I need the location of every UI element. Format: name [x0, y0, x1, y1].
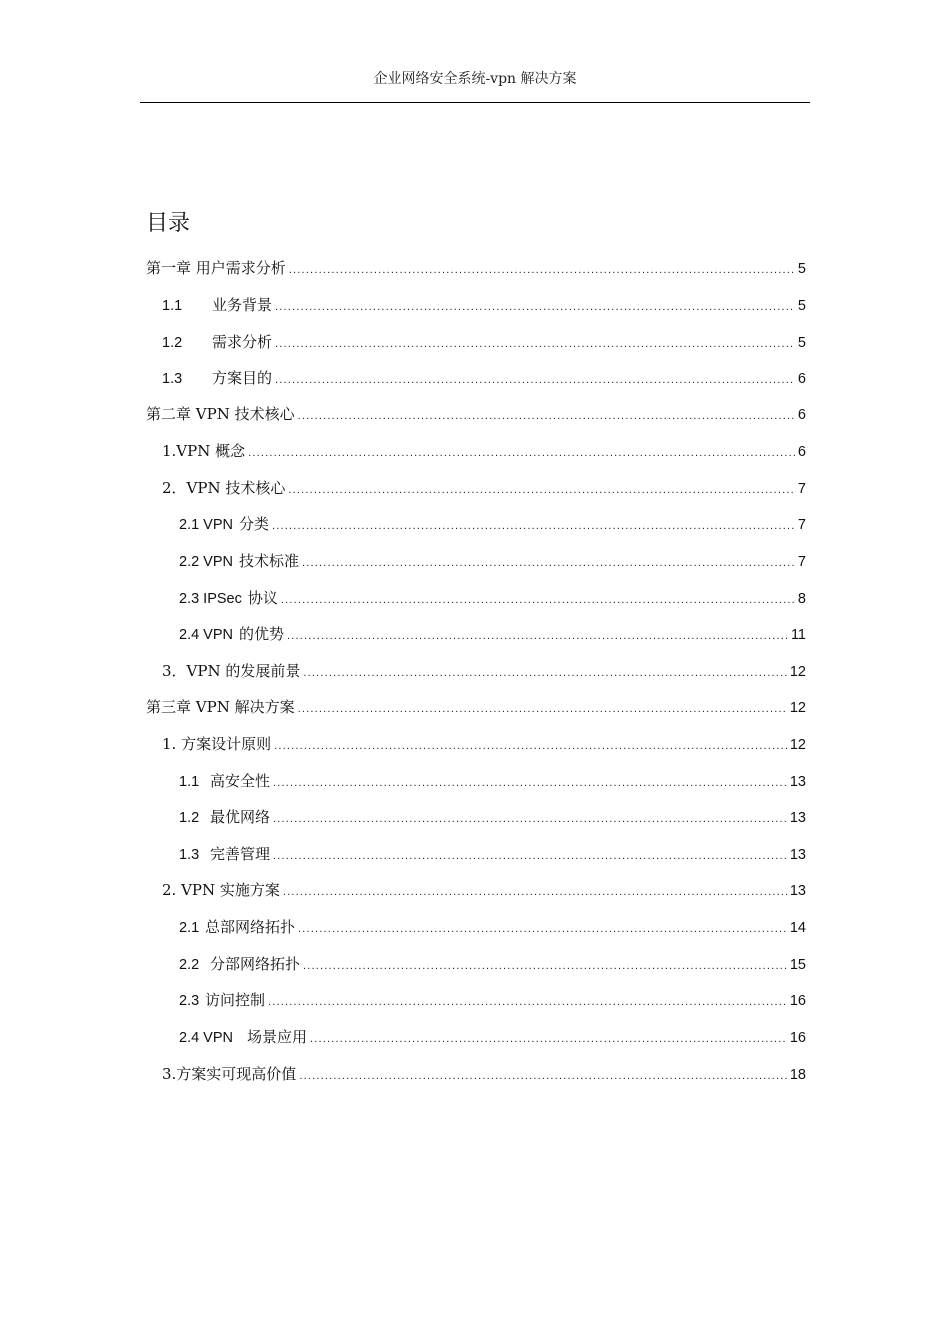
- toc-page-number: 12: [789, 700, 806, 716]
- toc-dot-leader: [248, 443, 795, 463]
- toc-entry-label: 访问控制: [205, 991, 266, 1009]
- toc-entry-3-2-1[interactable]: [179, 917, 806, 937]
- toc-entry-number: 2.4 VPN: [179, 1030, 233, 1046]
- toc-entry-1-2[interactable]: [162, 332, 806, 352]
- toc-dot-leader: [303, 663, 786, 683]
- toc-page-number: 7: [797, 517, 806, 533]
- toc-entry-2-1[interactable]: [179, 514, 806, 534]
- toc-entry-number: 2.3 IPSec: [179, 591, 242, 607]
- toc-dot-leader: [303, 956, 787, 976]
- toc-entry-number: 1.2: [162, 335, 183, 351]
- toc-dot-leader: [299, 1066, 787, 1086]
- toc-entry-label: 3．VPN 的发展前景: [162, 662, 301, 680]
- toc-entry-2-2[interactable]: [179, 551, 806, 571]
- toc-entry-chapter-3[interactable]: [146, 697, 806, 717]
- toc-page-number: 12: [789, 737, 806, 753]
- toc-page-number: 16: [789, 993, 806, 1009]
- toc-dot-leader: [283, 882, 787, 902]
- toc-title: 目录: [146, 211, 191, 236]
- toc-entry-label: 1.VPN 概念: [162, 442, 246, 460]
- toc-entry-label: 2. VPN 实施方案: [162, 881, 280, 899]
- toc-entry-number: 1.2: [179, 810, 200, 826]
- toc-entry-number: 2.1 VPN: [179, 517, 233, 533]
- toc-page-number: 7: [797, 481, 806, 497]
- toc-entry-label: 场景应用: [247, 1028, 308, 1046]
- toc-page-number: 14: [789, 920, 806, 936]
- running-header: 企业网络安全系统-vpn 解决方案: [373, 71, 577, 87]
- toc-dot-leader: [274, 736, 787, 756]
- toc-entry-label: 第二章 VPN 技术核心: [146, 405, 295, 423]
- toc-entry-3-section-2[interactable]: [162, 880, 806, 900]
- toc-entry-number: 1.1: [162, 298, 183, 314]
- toc-dot-leader: [310, 1029, 787, 1049]
- toc-entry-number: 1.1: [179, 774, 200, 790]
- toc-dot-leader: [288, 480, 795, 500]
- toc-page-number: 6: [797, 407, 806, 423]
- toc-entry-number: 2.2: [179, 957, 200, 973]
- toc-entry-label: 2．VPN 技术核心: [162, 479, 286, 497]
- toc-page-number: 13: [789, 810, 806, 826]
- toc-dot-leader: [273, 773, 787, 793]
- toc-entry-number: 1.3: [162, 371, 183, 387]
- toc-page-number: 8: [797, 591, 806, 607]
- toc-entry-number: 1.3: [179, 847, 200, 863]
- toc-page-number: 6: [797, 371, 806, 387]
- toc-entry-label: 协议: [247, 589, 278, 607]
- toc-entry-label: 分部网络拓扑: [210, 955, 301, 973]
- toc-entry-label: 第三章 VPN 解决方案: [146, 698, 295, 716]
- toc-dot-leader: [298, 406, 795, 426]
- toc-dot-leader: [273, 846, 787, 866]
- toc-page-number: 7: [797, 554, 806, 570]
- toc-entry-label: 业务背景: [212, 296, 273, 314]
- toc-entry-3-1-3[interactable]: [179, 844, 806, 864]
- toc-dot-leader: [302, 553, 795, 573]
- toc-entry-number: 2.4 VPN: [179, 627, 233, 643]
- toc-entry-label: 第一章 用户需求分析: [146, 259, 286, 277]
- toc-entry-label: 3.方案实可现高价值: [162, 1065, 297, 1083]
- toc-entry-label: 高安全性: [210, 772, 271, 790]
- toc-page-number: 5: [797, 298, 806, 314]
- toc-page-number: 16: [789, 1030, 806, 1046]
- toc-dot-leader: [275, 297, 795, 317]
- toc-dot-leader: [275, 334, 795, 354]
- toc-entry-label: 需求分析: [212, 333, 273, 351]
- toc-dot-leader: [287, 626, 788, 646]
- toc-entry-label: 总部网络拓扑: [205, 918, 296, 936]
- toc-entry-2-section-2[interactable]: [162, 478, 806, 498]
- toc-dot-leader: [273, 809, 787, 829]
- toc-dot-leader: [289, 260, 795, 280]
- toc-entry-label: 技术标准: [239, 552, 300, 570]
- toc-page-number: 18: [789, 1067, 806, 1083]
- toc-entry-label: 的优势: [239, 625, 285, 643]
- toc-entry-3-section-1[interactable]: [162, 734, 806, 754]
- toc-entry-3-1-1[interactable]: [179, 771, 806, 791]
- toc-page-number: 15: [789, 957, 806, 973]
- toc-entry-3-2-3[interactable]: [179, 990, 806, 1010]
- toc-page-number: 5: [797, 335, 806, 351]
- toc-entry-number: 2.3: [179, 993, 200, 1009]
- toc-page-number: 5: [797, 261, 806, 277]
- toc-entry-number: 2.1: [179, 920, 200, 936]
- header-rule: [140, 102, 810, 103]
- toc-dot-leader: [268, 992, 787, 1012]
- toc-dot-leader: [281, 590, 795, 610]
- toc-page-number: 13: [789, 883, 806, 899]
- toc-dot-leader: [272, 516, 795, 536]
- toc-entry-chapter-2[interactable]: [146, 404, 806, 424]
- toc-entry-2-section-1[interactable]: [162, 441, 806, 461]
- toc-dot-leader: [275, 370, 795, 390]
- toc-entry-1-1[interactable]: [162, 295, 806, 315]
- toc-entry-chapter-1[interactable]: [146, 258, 806, 278]
- toc-entry-1-3[interactable]: [162, 368, 806, 388]
- toc-entry-2-4[interactable]: [179, 624, 806, 644]
- toc-entry-3-section-3[interactable]: [162, 1064, 806, 1084]
- toc-entry-label: 完善管理: [210, 845, 271, 863]
- toc-page-number: 13: [789, 774, 806, 790]
- toc-entry-label: 方案目的: [212, 369, 273, 387]
- toc-dot-leader: [298, 919, 787, 939]
- toc-page-number: 6: [797, 444, 806, 460]
- toc-page-number: 11: [790, 627, 806, 643]
- toc-entry-3-1-2[interactable]: [179, 807, 806, 827]
- toc-page-number: 13: [789, 847, 806, 863]
- toc-entry-3-2-2[interactable]: [179, 954, 806, 974]
- toc-entry-label: 分类: [239, 515, 270, 533]
- toc-dot-leader: [298, 699, 787, 719]
- toc-entry-2-3[interactable]: [179, 588, 806, 608]
- toc-entry-label: 最优网络: [210, 808, 271, 826]
- toc-page-number: 12: [789, 664, 806, 680]
- toc-entry-2-section-3[interactable]: [162, 661, 806, 681]
- toc-entry-number: 2.2 VPN: [179, 554, 233, 570]
- toc-entry-3-2-4[interactable]: [179, 1027, 806, 1047]
- toc-entry-label: 1. 方案设计原则: [162, 735, 272, 753]
